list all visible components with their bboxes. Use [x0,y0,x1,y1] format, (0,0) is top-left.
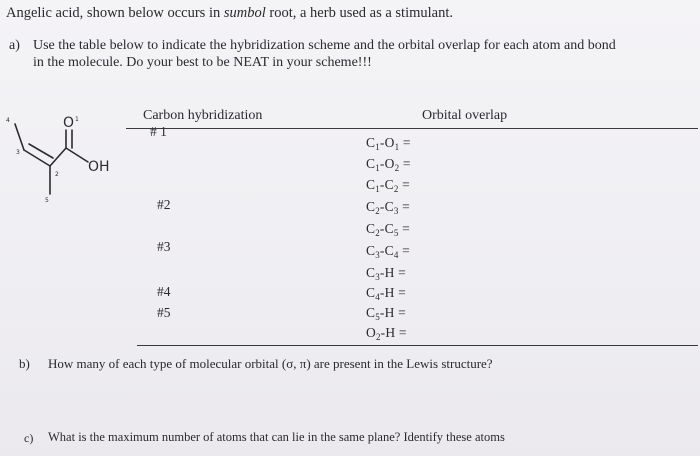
bond-row: $C_1-C_2$ = [366,177,410,194]
oxygen-label: O [63,115,75,131]
bond-row: $C_1-O_1$ = [366,135,411,152]
bond-row: $O_2-H$ = [366,325,407,342]
question-c-text: What is the maximum number of atoms that can lie in the same plane? Identify these atoms [48,430,505,444]
bond-row: $C_1-O_2$ = [366,156,411,173]
table-top-rule [126,128,698,129]
bond-row: $C_4-H$ = [366,285,406,302]
carbon-4: #4 [157,284,171,299]
intro-text: Angelic acid, shown below occurs in sumbol root, a herb used as a stimulant. [6,5,454,21]
oh-label: OH [88,159,110,175]
bond-c3-c2 [24,150,50,166]
header-carbon-hybridization: Carbon hybridization [143,108,263,123]
bond-c1-oh [66,148,88,162]
carbon-2: #2 [157,197,171,212]
bond-c4-c3 [15,124,24,150]
question-b-letter: b) [19,356,30,371]
question-a-line1: Use the table below to indicate the hybridization scheme and the orbital overlap for each atom and bond [33,38,616,53]
carbon-5: #5 [157,305,171,320]
carbon-1: # 1 [150,124,167,139]
carbon-3: #3 [157,239,171,254]
table-bottom-rule [137,345,698,346]
bond-row: $C_2-C_3$ = [366,199,410,216]
header-orbital-overlap: Orbital overlap [422,108,508,123]
atom-number-5: 5 [45,197,49,204]
atom-number-3: 3 [16,149,20,156]
oxygen-number: 1 [75,116,79,123]
bond-row: $C_3-H$ = [366,265,406,282]
bond-row: $C_2-C_5$ = [366,221,410,238]
question-c-letter: c) [24,431,34,445]
atom-number-4: 4 [6,117,10,124]
question-b-text: How many of each type of molecular orbital (σ, π) are present in the Lewis structure? [48,356,493,371]
bond-row: $C_3-C_4$ = [366,243,410,260]
angelic-acid-structure [0,100,135,215]
question-a-line2: in the molecule. Do your best to be NEAT in your scheme!!! [33,55,372,70]
atom-number-2: 2 [55,171,59,178]
bond-row: $C_5-H$ = [366,305,406,322]
question-a-letter: a) [9,38,20,53]
